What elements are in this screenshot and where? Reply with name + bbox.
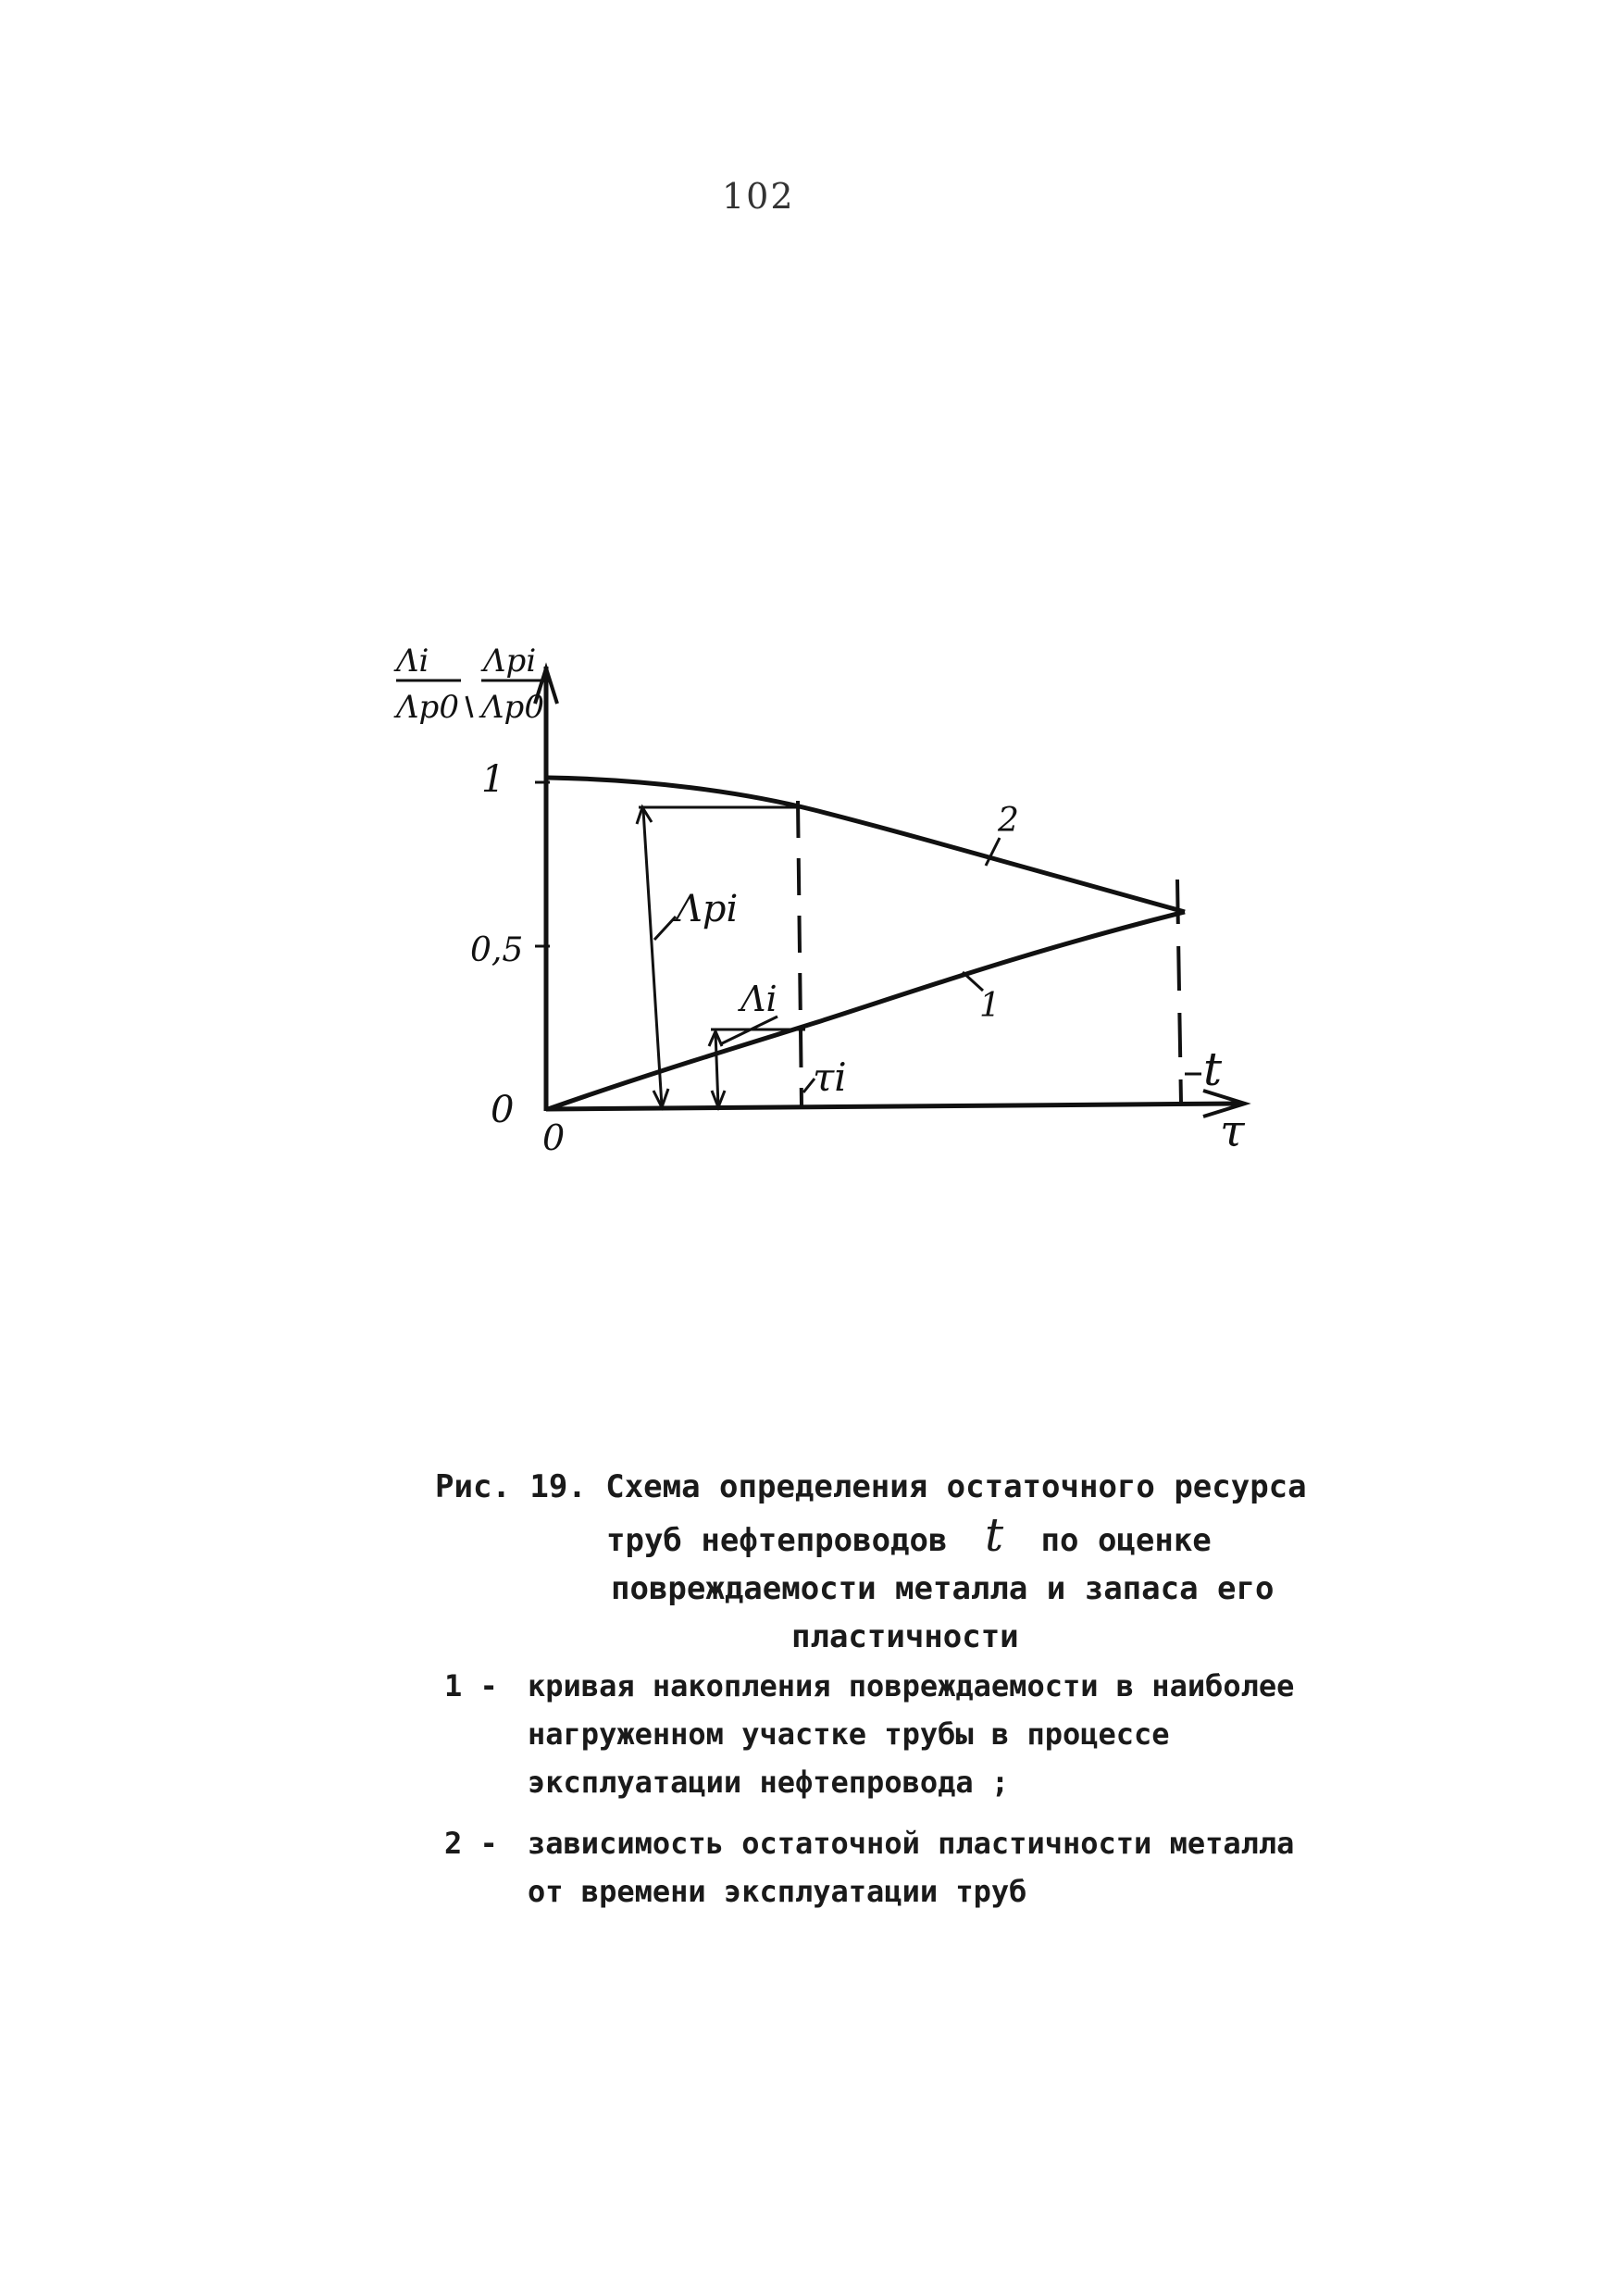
x-axis [546,1104,1240,1109]
legend-item-1 [435,1662,1453,1806]
caption-line-2-end: по оценке [1040,1522,1212,1559]
curve-2-label: 2 [998,802,1019,840]
legend [435,1662,1453,1928]
legend-item-1-line-3: эксплуатации нефтепровода ; [528,1765,1010,1800]
legend-item-2-number: 2 - [444,1826,498,1861]
legend-item-2 [435,1819,1453,1915]
y-tick-1: 1 [481,758,505,801]
curve-1-label: 1 [979,987,1001,1025]
tau-i-dashed-line [798,801,802,1106]
legend-item-1-line-1: кривая накопления повреждаемости в наиболее [528,1668,1295,1703]
legend-item-2-line-1: зависимость остаточной пластичности металла [528,1826,1295,1861]
caption-line-4: пластичности [791,1618,1019,1655]
tau-i-label: τi [813,1054,847,1100]
lambda-i-arrow [715,1032,718,1106]
lambda-i-label: Λi [740,979,777,1019]
curve-1-damage [548,912,1185,1109]
figure-caption [435,1463,1361,1661]
page-number: 102 [722,176,795,217]
lambda-pi-arrow [643,810,662,1106]
y-tick-0: 0 [491,1089,515,1131]
y-axis-label [393,643,544,726]
legend-item-2-line-2: от времени эксплуатации труб [528,1874,1027,1909]
legend-item-1-number: 1 - [444,1668,498,1703]
x-origin-label: 0 [542,1117,566,1158]
caption-line-2-start: труб нефтепроводов [606,1522,948,1559]
y-label-2-numerator: Λpi [483,643,537,680]
legend-item-1-line-2: нагруженном участке трубы в процессе [528,1716,1170,1752]
curve-2-plasticity [548,778,1185,912]
caption-line-2 [435,1508,1361,1565]
caption-line-3: повреждаемости металла и запаса его [611,1570,1275,1607]
caption-t-symbol: t [984,1508,1004,1562]
y-tick-0-5: 0,5 [470,931,524,969]
lambda-pi-label: Λpi [676,888,739,930]
y-label-2-denominator: Λp0 [481,689,544,726]
y-label-1-numerator: Λi [396,643,429,680]
t-label: t [1203,1042,1223,1096]
x-axis-label: τ [1220,1105,1245,1157]
y-label-1-denominator: Λp0 [396,689,459,726]
lambda-pi-leader [654,917,676,940]
caption-line-1: Рис. 19. Схема определения остаточного ресурса [435,1468,1307,1505]
